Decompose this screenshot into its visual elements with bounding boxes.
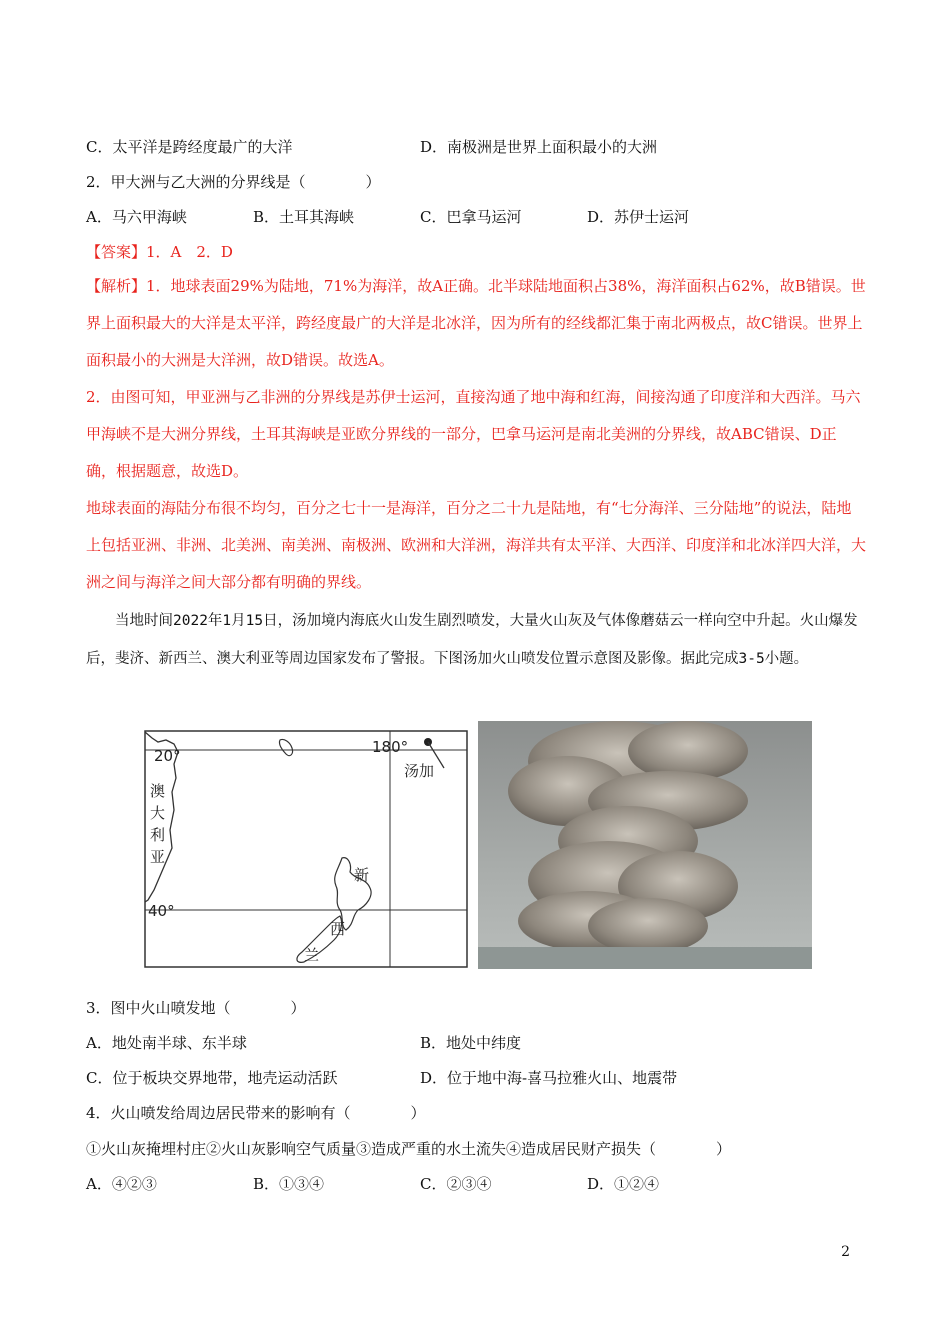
tonga-location-map <box>144 730 468 968</box>
q3-option-c: C．位于板块交界地带，地壳运动活跃 <box>86 1069 338 1087</box>
q4-items: ①火山灰掩埋村庄②火山灰影响空气质量③造成严重的水土流失④造成居民财产损失（ ） <box>86 1140 732 1158</box>
q4-option-a: A．④②③ <box>86 1175 157 1193</box>
tonga-label: 汤加 <box>404 762 435 780</box>
q2-option-a: A．马六甲海峡 <box>86 208 187 226</box>
q2-option-c: C．巴拿马运河 <box>420 208 522 226</box>
analysis-paragraph-1: 【解析】1．地球表面29%为陆地，71%为海洋，故A正确。北半球陆地面积占38%，海洋面积占62%，故B错误。世界上面积最大的大洋是太平洋，跨经度最广的大洋是北冰洋，因为所有的经线都汇集于南北两极点，故C错误。世界上面积最小的大洲是大洋洲，故D错误。故选A。 <box>86 277 866 369</box>
q3-option-d: D．位于地中海-喜马拉雅火山、地震带 <box>420 1069 678 1087</box>
q1-option-c: C．太平洋是跨经度最广的大洋 <box>86 138 293 156</box>
q4-option-c: C．②③④ <box>420 1175 492 1193</box>
lat-20-label: 20° <box>154 747 181 765</box>
material-intro: 当地时间2022年1月15日，汤加境内海底火山发生剧烈喷发，大量火山灰及气体像蘑菇云一样向空中升起。火山爆发后，斐济、新西兰、澳大利亚等周边国家发布了警报。下图汤加火山喷发位置示意图及影像。据此完成3-5小题。 <box>86 613 858 667</box>
nz-char-1: 新 <box>354 866 370 884</box>
q4-option-b: B．①③④ <box>253 1175 325 1193</box>
nz-char-2: 西 <box>330 920 346 938</box>
australia-char-2: 大 <box>150 804 166 822</box>
answer-line: 【答案】1．A 2．D <box>86 243 233 261</box>
australia-char-1: 澳 <box>150 782 166 800</box>
q4-option-d: D．①②④ <box>587 1175 660 1193</box>
volcano-eruption-photo <box>478 721 812 969</box>
lat-40-label: 40° <box>148 902 175 920</box>
analysis-paragraph-3: 地球表面的海陆分布很不均匀，百分之七十一是海洋，百分之二十九是陆地，有“七分海洋、三分陆地”的说法，陆地上包括亚洲、非洲、北美洲、南美洲、南极洲、欧洲和大洋洲，海洋共有太平洋、大西洋、印度洋和北冰洋四大洋，大洲之间与海洋之间大部分都有明确的界线。 <box>86 499 867 591</box>
q2-option-d: D．苏伊士运河 <box>587 208 690 226</box>
australia-char-4: 亚 <box>150 848 166 866</box>
q3-option-b: B．地处中纬度 <box>420 1034 522 1052</box>
q2-option-b: B．土耳其海峡 <box>253 208 355 226</box>
q2-stem: 2．甲大洲与乙大洲的分界线是（ ） <box>86 173 381 191</box>
q3-stem: 3．图中火山喷发地（ ） <box>86 999 306 1017</box>
australia-char-3: 利 <box>150 826 166 844</box>
page-number: 2 <box>841 1244 850 1260</box>
q3-option-a: A．地处南半球、东半球 <box>86 1034 247 1052</box>
nz-char-3: 兰 <box>304 946 320 964</box>
analysis-paragraph-2: 2．由图可知，甲亚洲与乙非洲的分界线是苏伊士运河，直接沟通了地中海和红海，间接沟通了印度洋和大西洋。马六甲海峡不是大洲分界线，土耳其海峡是亚欧分界线的一部分，巴拿马运河是南北美洲的分界线，故ABC错误、D正确，根据题意，故选D。 <box>86 388 861 480</box>
lon-180-label: 180° <box>372 738 409 756</box>
q4-stem: 4．火山喷发给周边居民带来的影响有（ ） <box>86 1104 426 1122</box>
q1-option-d: D．南极洲是世界上面积最小的大洲 <box>420 138 658 156</box>
